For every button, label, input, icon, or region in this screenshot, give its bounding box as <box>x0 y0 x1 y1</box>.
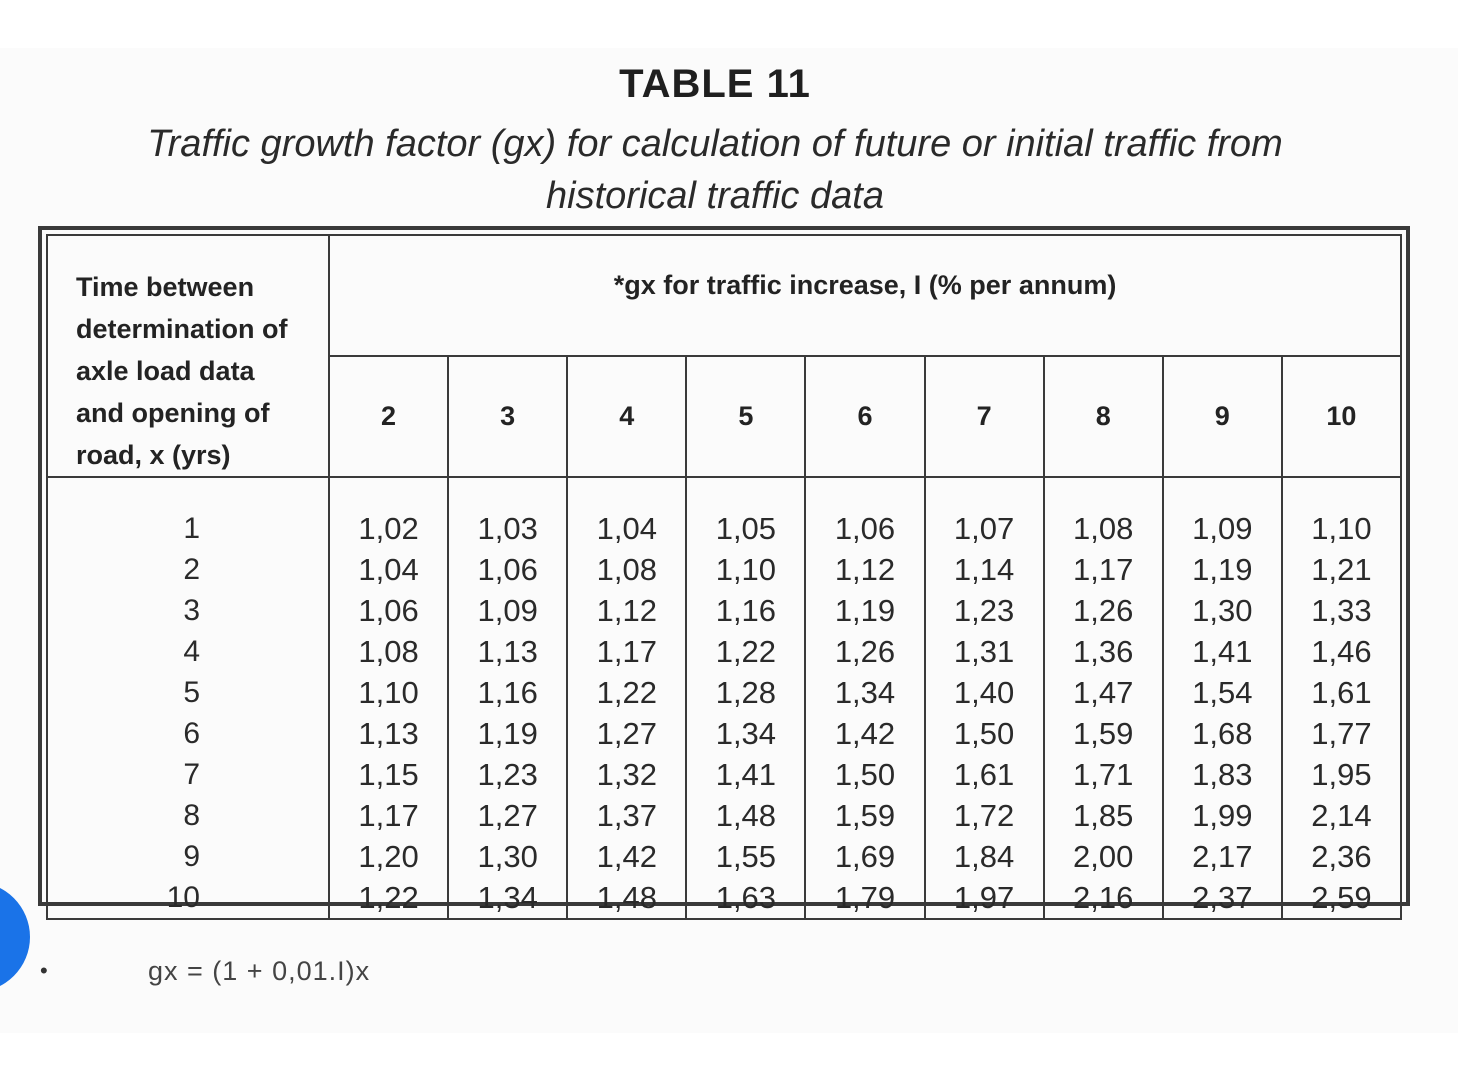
growth-factor-value: 1,14 <box>953 552 1015 587</box>
year-value: 9 <box>183 840 200 873</box>
years-header-line: road, x (yrs) <box>76 440 231 470</box>
rate-10-column <box>1282 477 1401 919</box>
rate-header-cell: 6 <box>805 356 924 477</box>
year-value: 10 <box>166 881 200 914</box>
growth-factor-value: 1,37 <box>596 798 657 833</box>
growth-factor-value: 1,15 <box>358 757 419 792</box>
growth-factor-value: 1,07 <box>953 511 1015 546</box>
growth-factor-value: 1,95 <box>1311 757 1372 792</box>
table-title: TABLE 11 <box>619 62 811 106</box>
years-header-line: determination of <box>76 314 288 344</box>
rate-header-cell: 8 <box>1044 356 1163 477</box>
growth-factor-value: 1,17 <box>1073 552 1134 587</box>
growth-factor-value: 2,37 <box>1192 880 1253 915</box>
growth-factor-value: 1,50 <box>953 716 1015 751</box>
growth-factor-value: 1,41 <box>1192 634 1253 669</box>
table-caption <box>40 118 1390 222</box>
year-value: 3 <box>183 594 200 627</box>
growth-factor-value: 1,28 <box>715 675 777 710</box>
growth-factor-value: 1,09 <box>477 593 538 628</box>
growth-factor-value: 1,40 <box>953 675 1015 710</box>
growth-factor-value: 1,48 <box>596 880 657 915</box>
growth-factor-value: 1,27 <box>596 716 657 751</box>
rate-header-cell: 4 <box>567 356 686 477</box>
rate-9-column <box>1163 477 1282 919</box>
year-value: 8 <box>183 799 200 832</box>
growth-factor-value: 1,85 <box>1073 798 1134 833</box>
growth-factor-value: 1,31 <box>953 634 1015 669</box>
growth-factor-value: 1,09 <box>1192 511 1253 546</box>
growth-factor-value: 1,55 <box>715 839 777 874</box>
growth-factor-value: 1,22 <box>358 880 419 915</box>
growth-factor-value: 1,48 <box>715 798 777 833</box>
growth-factor-value: 1,47 <box>1073 675 1134 710</box>
growth-factor-value: 1,59 <box>1073 716 1134 751</box>
years-column <box>47 477 329 919</box>
growth-factor-value: 1,12 <box>596 593 657 628</box>
growth-factor-value: 2,14 <box>1311 798 1372 833</box>
growth-factor-value: 1,23 <box>477 757 538 792</box>
year-value: 4 <box>183 635 200 668</box>
growth-factor-value: 1,50 <box>834 757 896 792</box>
growth-factor-value: 1,41 <box>715 757 777 792</box>
growth-factor-value: 1,69 <box>834 839 896 874</box>
growth-factor-value: 1,22 <box>596 675 657 710</box>
growth-factor-value: 1,32 <box>596 757 657 792</box>
growth-factor-value: 1,27 <box>477 798 538 833</box>
growth-factor-value: 1,34 <box>477 880 538 915</box>
growth-factor-value: 1,06 <box>834 511 896 546</box>
growth-factor-value: 1,10 <box>358 675 419 710</box>
growth-factor-value: 1,77 <box>1311 716 1372 751</box>
growth-factor-value: 1,97 <box>953 880 1015 915</box>
rate-header-cell: 9 <box>1163 356 1282 477</box>
growth-factor-value: 1,68 <box>1192 716 1253 751</box>
rate-4-column <box>567 477 686 919</box>
years-header-line: Time between <box>76 272 255 302</box>
growth-factor-value: 1,61 <box>1311 675 1372 710</box>
caption-line-2: historical traffic data <box>546 175 884 217</box>
years-header-line: axle load data <box>76 356 255 386</box>
growth-factor-value: 1,19 <box>477 716 538 751</box>
growth-factor-value: 1,13 <box>477 634 538 669</box>
growth-factor-value: 2,17 <box>1192 839 1253 874</box>
year-value: 5 <box>183 676 200 709</box>
growth-factor-value: 1,03 <box>477 511 538 546</box>
growth-factor-value: 1,19 <box>1192 552 1253 587</box>
growth-factor-value: 1,36 <box>1073 634 1134 669</box>
growth-factor-value: 1,06 <box>477 552 538 587</box>
growth-factor-value: 1,12 <box>834 552 896 587</box>
growth-factor-table-frame <box>38 226 1410 915</box>
growth-factor-value: 1,04 <box>596 511 657 546</box>
growth-factor-value: 1,21 <box>1311 552 1372 587</box>
growth-factor-value: 1,08 <box>1073 511 1134 546</box>
rate-6-column <box>805 477 924 919</box>
growth-factor-value: 1,08 <box>596 552 657 587</box>
growth-factor-value: 1,08 <box>358 634 419 669</box>
rate-header-cell: 5 <box>686 356 805 477</box>
growth-factor-value: 1,54 <box>1192 675 1253 710</box>
growth-factor-value: 1,61 <box>953 757 1015 792</box>
growth-factor-value: 1,26 <box>1073 593 1134 628</box>
traffic-increase-group-header: *gx for traffic increase, I (% per annum) <box>329 235 1401 356</box>
growth-factor-value: 1,72 <box>953 798 1015 833</box>
rate-8-column <box>1044 477 1163 919</box>
rate-5-column <box>686 477 805 919</box>
growth-factor-value: 1,10 <box>715 552 777 587</box>
growth-factor-value: 1,19 <box>834 593 896 628</box>
growth-factor-value: 1,17 <box>596 634 657 669</box>
years-header-line: and opening of <box>76 398 270 428</box>
rate-header-cell: 2 <box>329 356 448 477</box>
growth-factor-value: 1,34 <box>715 716 777 751</box>
growth-factor-value: 1,20 <box>358 839 419 874</box>
growth-factor-value: 2,59 <box>1311 880 1372 915</box>
growth-factor-value: 1,04 <box>358 552 419 587</box>
year-value: 6 <box>183 717 200 750</box>
growth-factor-value: 1,22 <box>715 634 777 669</box>
rate-7-column <box>925 477 1044 919</box>
growth-factor-value: 1,06 <box>358 593 419 628</box>
growth-factor-value: 1,83 <box>1192 757 1253 792</box>
growth-factor-value: 1,26 <box>834 634 896 669</box>
footnote-marker: • <box>40 958 48 983</box>
growth-factor-value: 1,10 <box>1311 511 1372 546</box>
years-column-header <box>47 235 329 477</box>
growth-factor-value: 2,00 <box>1073 839 1134 874</box>
growth-factor-value: 1,30 <box>1192 593 1253 628</box>
growth-factor-value: 1,33 <box>1311 593 1372 628</box>
growth-factor-value: 1,84 <box>953 839 1015 874</box>
growth-factor-value: 1,05 <box>715 511 777 546</box>
growth-factor-value: 1,99 <box>1192 798 1253 833</box>
growth-factor-value: 2,16 <box>1073 880 1134 915</box>
year-value: 7 <box>183 758 200 791</box>
growth-factor-value: 1,79 <box>834 880 896 915</box>
growth-factor-value: 1,02 <box>358 511 419 546</box>
growth-factor-value: 1,13 <box>358 716 419 751</box>
year-value: 2 <box>183 553 200 586</box>
growth-factor-value: 1,34 <box>834 675 896 710</box>
rate-header-cell: 7 <box>925 356 1044 477</box>
growth-factor-table <box>46 234 1402 920</box>
growth-factor-value: 1,63 <box>715 880 777 915</box>
growth-factor-value: 1,17 <box>358 798 419 833</box>
rate-2-column <box>329 477 448 919</box>
rate-header-cell: 3 <box>448 356 567 477</box>
table-body-row <box>47 477 1401 919</box>
growth-factor-value: 1,46 <box>1311 634 1372 669</box>
year-value: 1 <box>183 512 200 545</box>
rate-3-column <box>448 477 567 919</box>
growth-factor-value: 1,42 <box>834 716 896 751</box>
caption-line-1: Traffic growth factor (gx) for calculation of future or initial traffic from <box>147 123 1283 165</box>
rate-header-cell: 10 <box>1282 356 1401 477</box>
growth-factor-value: 1,42 <box>596 839 657 874</box>
growth-factor-value: 1,30 <box>477 839 538 874</box>
growth-factor-value: 1,59 <box>834 798 896 833</box>
growth-factor-value: 1,16 <box>477 675 538 710</box>
growth-factor-value: 1,71 <box>1073 757 1134 792</box>
growth-factor-value: 1,16 <box>715 593 777 628</box>
footnote-formula: gx = (1 + 0,01.I)x <box>148 956 371 986</box>
growth-factor-value: 2,36 <box>1311 839 1372 874</box>
growth-factor-value: 1,23 <box>953 593 1015 628</box>
